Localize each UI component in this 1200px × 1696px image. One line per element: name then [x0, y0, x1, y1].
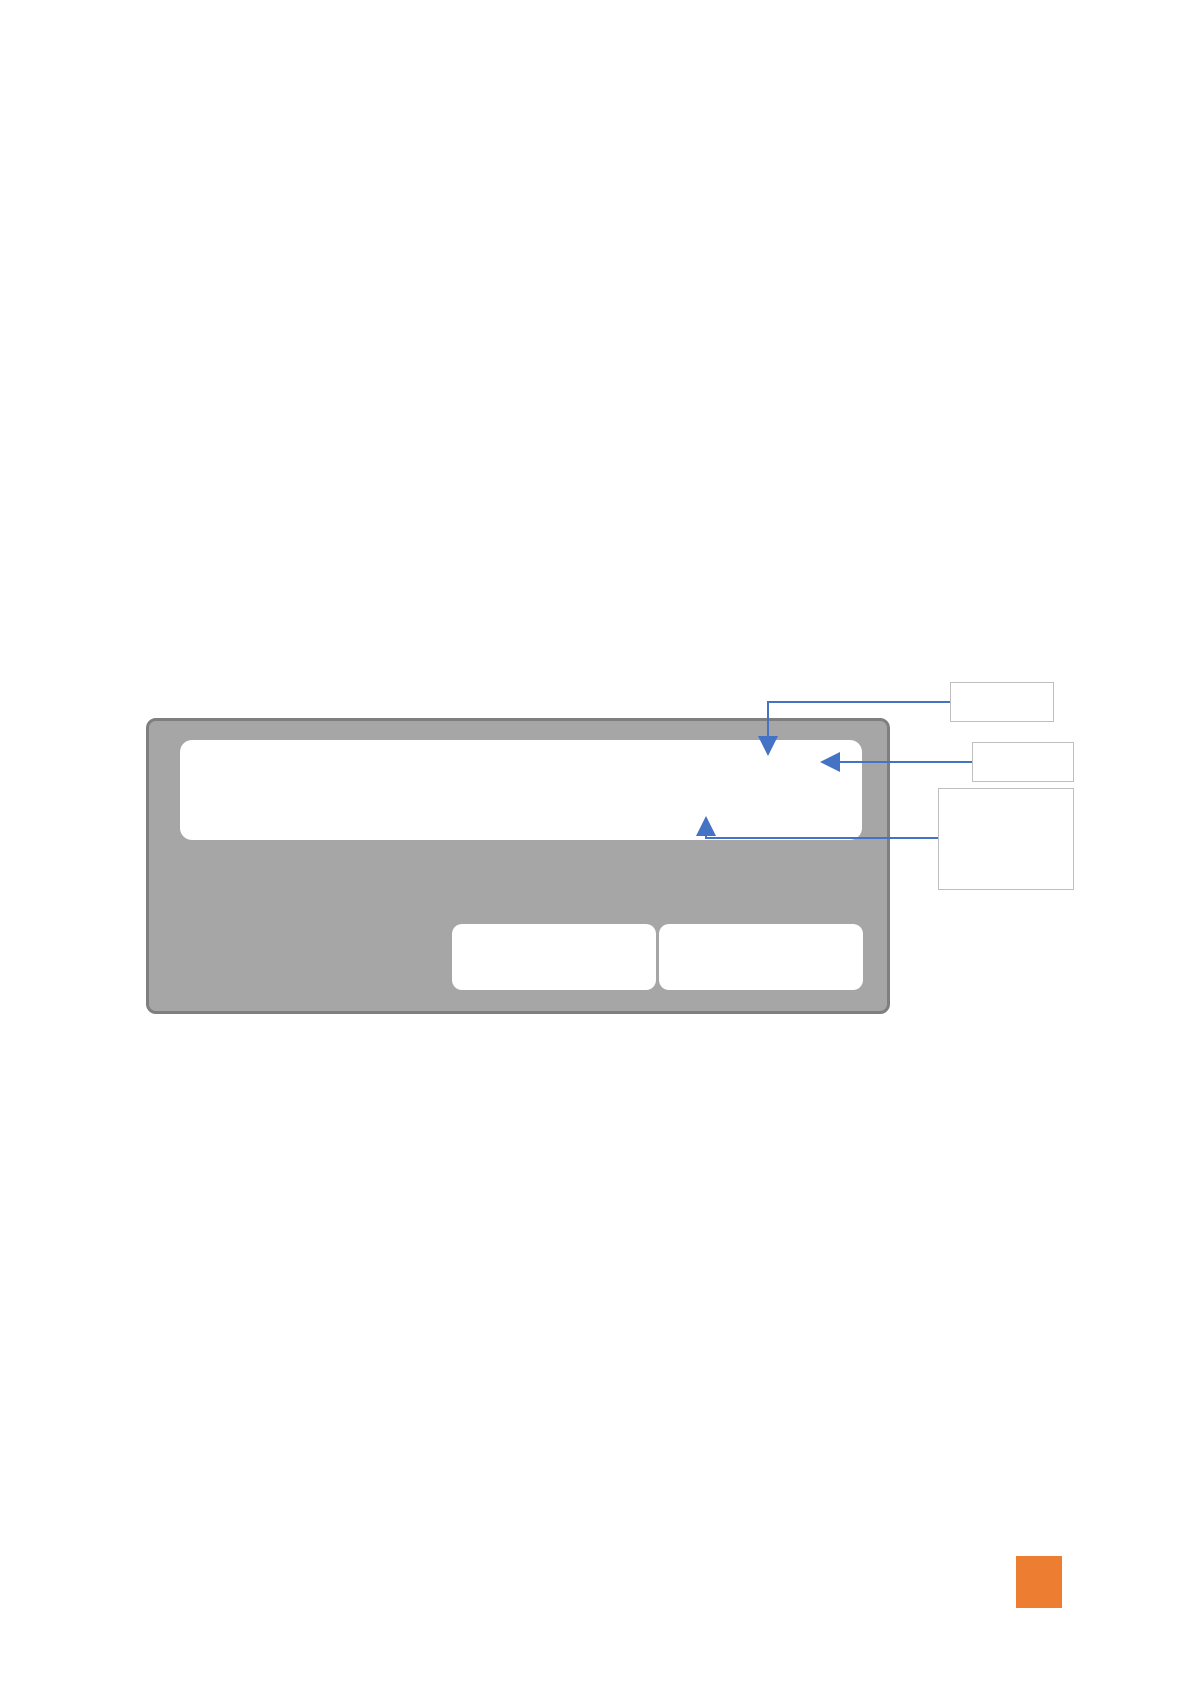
result-arrow: [706, 820, 938, 838]
page-number: [1016, 1556, 1062, 1608]
operand1-arrow: [768, 702, 950, 752]
